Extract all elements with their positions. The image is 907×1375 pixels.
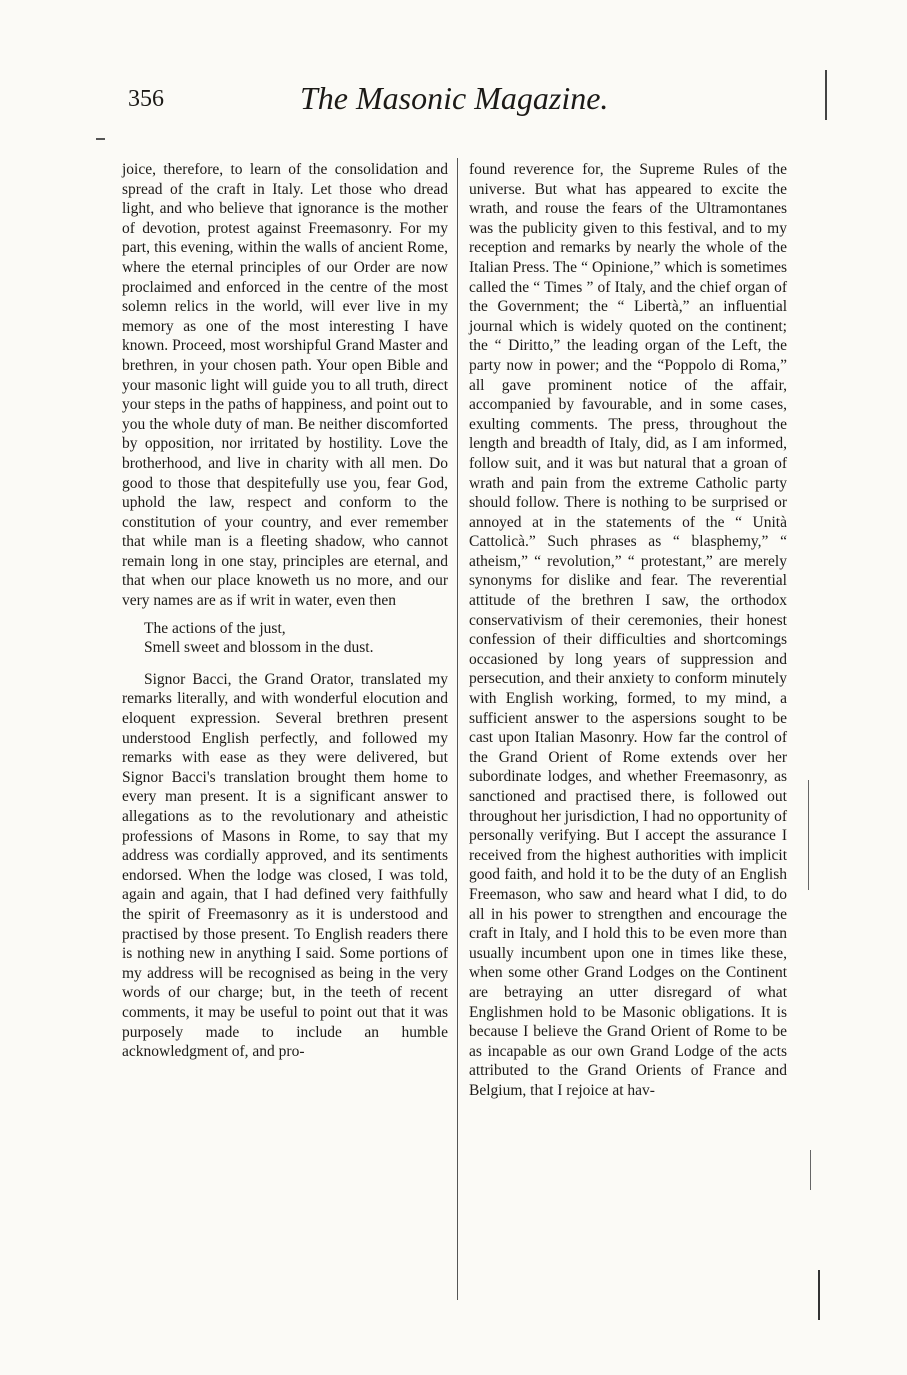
verse-line-2: Smell sweet and blossom in the dust.: [144, 639, 374, 657]
left-paragraph-2: Signor Bacci, the Grand Orator, translated my remarks literally, and with wonderful elocution and eloquent expression. Several brethren present understood English perfectly, and followed my remarks with ease as they were delivered, but Signor Bacci's translation brought them home to every man present. It is a significant answer to allegations as to the revolutionary and atheistic professions of Masons in Rome, to say that my address was cordially approved, and its sentiments endorsed. When the lodge was closed, I was told, again and again, that I had defined very faithfully the spirit of Freemasonry as it is understood and practised by those present. To English readers there is nothing new in anything I said. Some portions of my address will be recognised as being in the very words of our charge; but, in the teeth of recent comments, it may be useful to point out that it was purposely made to include an humble acknowledgment of, and pro-: [122, 670, 448, 1061]
right-column: [469, 160, 787, 1101]
margin-dash: [96, 138, 105, 140]
running-title: The Masonic Magazine.: [300, 80, 609, 116]
right-paragraph-1: found reverence for, the Supreme Rules of the universe. But what has appeared to excite the wrath, and rouse the fears of the Ultramontanes was the publicity given to this festival, and to my reception and remarks by nearly the whole of the Italian Press. The “ Opinione,” which is sometimes called the “ Times ” of Italy, and the chief organ of the Government; the “ Libertà,” an influential journal which is widely quoted on the continent; the “ Diritto,” the leading organ of the Left, the party now in power; and the “Poppolo di Roma,” all gave prominent notice of the affair, accompanied by favourable, and in some cases, exulting comments. The press, throughout the length and breadth of Italy, did, as I am informed, follow suit, and it was but natural that a groan of wrath and pain from the extreme Catholic party should follow. There is nothing to be surprised or annoyed at in the statements of the “ Unità Cattolicà.” Such phrases as “ blasphemy,” “ atheism,” “ revolution,” “ protestant,” are merely synonyms for dislike and fear. The reverential attitude of the brethren I saw, the orthodox conservativism of their ceremonies, their honest confession of their difficulties and shortcomings occasioned by long years of suppression and persecution, and their anxiety to conform minutely with English working, formed, to my mind, a sufficient answer to the aspersions sought to be cast upon Italian Masonry. How far the control of the Grand Orient of Rome extends over her subordinate lodges, and whether Freemasonry, as sanctioned and practised there, is followed out throughout her jurisdiction, I had no opportunity of personally verifying. But I accept the assurance I received from the highest authorities with implicit good faith, and hold it to be the duty of an English Freemason, who saw and heard what I did, to do all in his power to strengthen and encourage the craft in Italy, and I hold this to be even more than usually incumbent upon one in times like these, when some other Grand Lodges on the Continent are betraying an utter disregard of what Englishmen hold to be Masonic obligations. It is because I believe the Grand Orient of Rome to be as incapable as our own Grand Lodge of the acts attributed to the Grand Orients of France and Belgium, that I rejoice at hav-: [469, 161, 787, 1099]
margin-rule-right-2: [810, 1150, 811, 1190]
left-column: [122, 160, 448, 1062]
column-divider: [457, 158, 458, 1300]
verse-quote: [144, 619, 448, 658]
margin-rule: [825, 70, 827, 120]
margin-rule-right-3: [818, 1270, 820, 1320]
page-number: 356: [128, 86, 164, 112]
margin-rule-right-1: [808, 780, 809, 890]
left-paragraph-1: joice, therefore, to learn of the consolidation and spread of the craft in Italy. Let those who dread light, and who believe that ignorance is the mother of devotion, protest against Freemasonry. For my part, this evening, within the walls of ancient Rome, where the eternal principles of our Order are now proclaimed and enforced in the centre of the most solemn relics in the world, will ever live in my memory as one of the most interesting I have known. Proceed, most worshipful Grand Master and brethren, in your chosen path. Your open Bible and your masonic light will guide you to all truth, direct your steps in the paths of happiness, and point out to you the whole duty of man. Be neither discomforted by opposition, nor irritated by hostility. Love the brotherhood, and live in charity with all men. Do good to those that despitefully use you, fear God, uphold the law, respect and conform to the constitution of your country, and ever remember that while man is a fleeting shadow, who cannot remain long in one stay, principles are eternal, and that when our place knoweth us no more, and our very names are as if writ in water, even then: [122, 161, 448, 610]
verse-line-1: The actions of the just,: [144, 619, 286, 637]
